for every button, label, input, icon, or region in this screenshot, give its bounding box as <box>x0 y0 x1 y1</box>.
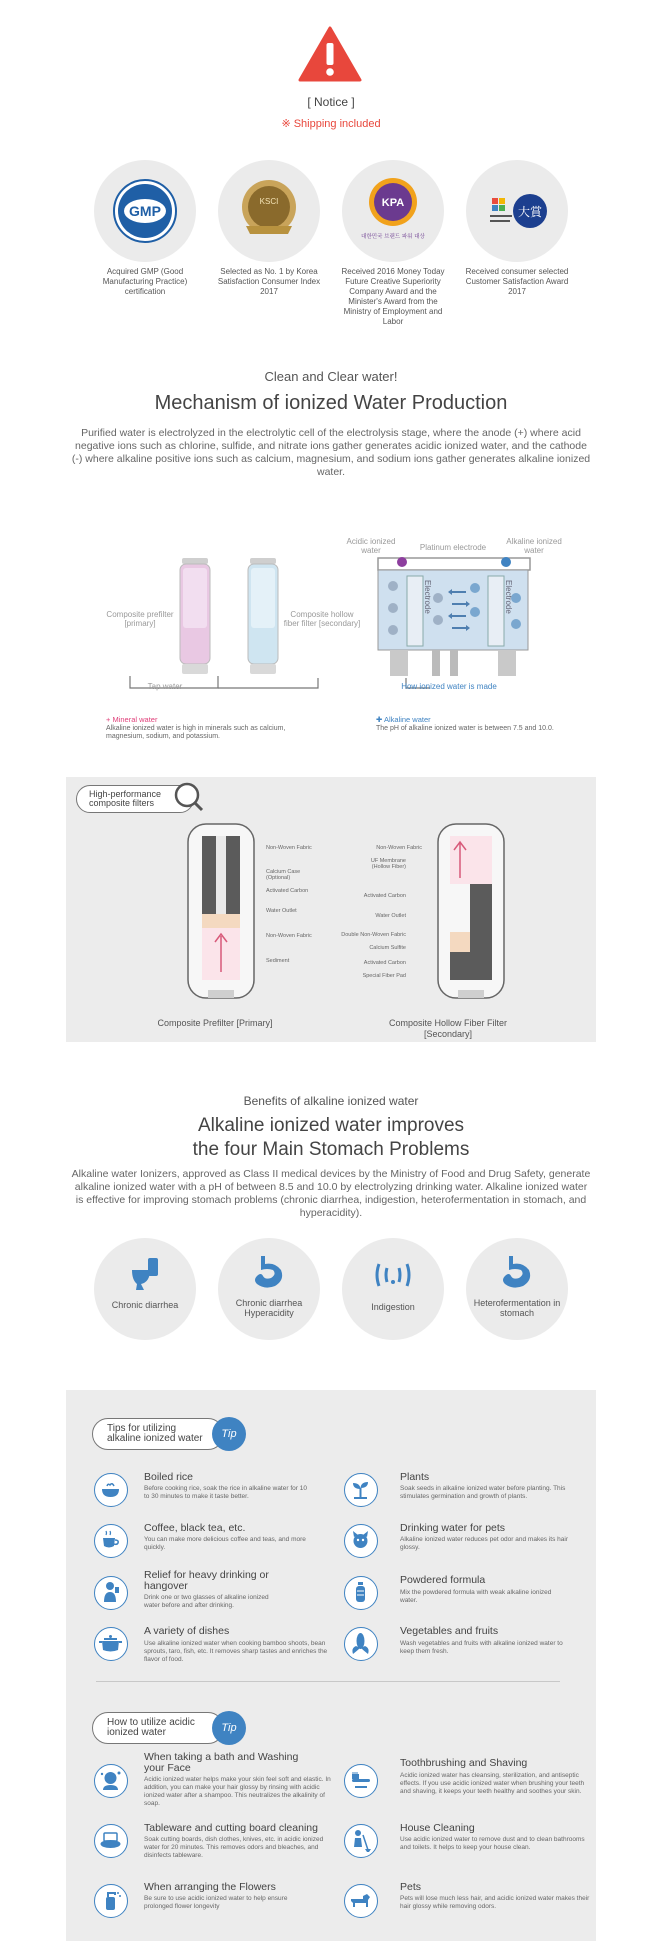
magnifier-icon <box>172 780 204 812</box>
dish-icon <box>94 1824 128 1858</box>
filter-label: Water Outlet <box>266 908 297 914</box>
kpa-medal-icon <box>342 160 444 262</box>
hollow-filter-label: Composite hollow fiber filter [secondary] <box>283 610 361 628</box>
tip-description: Acidic ionized water helps make your skin feel soft and elastic. In addition, you can make your hair glossy by rinsing with acidic ionized water after a shampoo. This neutralizes the alkalinity of soap. <box>144 1776 331 1807</box>
ksci-medal-icon <box>218 160 320 262</box>
tip-title: Tableware and cutting board cleaning <box>144 1822 318 1834</box>
tip-title: Toothbrushing and Shaving <box>400 1757 528 1769</box>
intestine-icon <box>373 1260 413 1290</box>
tip-title: Boiled rice <box>144 1471 194 1483</box>
tap-water-label: Tap water <box>147 682 183 691</box>
tip-description: Drink one or two glasses of alkaline ionized water before and after drinking. <box>144 1594 269 1609</box>
tip-title: Pets <box>400 1881 422 1893</box>
filter-label: Water Outlet <box>375 913 406 919</box>
prefilter-cutaway <box>176 822 266 1000</box>
acidic-tips-bubble: How to utilize acidic ionized water <box>92 1712 224 1744</box>
face-wash-icon <box>94 1764 128 1798</box>
certification-kpa <box>342 160 444 262</box>
tip-title: Powdered formula <box>400 1574 486 1586</box>
filter-label: Special Fiber Pad <box>362 973 406 979</box>
stomach-icon <box>251 1254 287 1292</box>
gmp-seal-icon <box>94 160 196 262</box>
tip-description: Use alkaline ionized water when cooking bamboo shoots, bean sprouts, taro, fish, etc. It removes sharp tastes and enriches the flavor of food. <box>144 1640 328 1663</box>
hollow-filter-caption: Composite Hollow Fiber Filter [Secondary] <box>388 1018 508 1039</box>
stomach-icon <box>499 1254 535 1292</box>
tip-title: Relief for heavy drinking or hangover <box>144 1569 269 1592</box>
electrode-label-left: Electrode <box>423 580 432 614</box>
tip-title: House Cleaning <box>400 1822 475 1834</box>
award-seal-icon <box>466 160 568 262</box>
platinum-electrode-label: Platinum electrode <box>419 543 487 552</box>
tip-title: Coffee, black tea, etc. <box>144 1522 246 1534</box>
pet-icon <box>344 1524 378 1558</box>
cleaning-icon <box>344 1824 378 1858</box>
tip-description: Pets will lose much less hair, and acidic ionized water makes their hair glossy while removing odors. <box>400 1895 590 1910</box>
filter-label: Activated Carbon <box>363 960 406 966</box>
tip-title: Drinking water for pets <box>400 1522 506 1534</box>
filter-label: Calcium Case (Optional) <box>266 869 301 881</box>
tip-description: Use acidic ionized water to remove dust and to clean bathrooms and toilets. It helps to keep your house clean. <box>400 1836 585 1851</box>
certification-caption: Acquired GMP (Good Manufacturing Practice) certification <box>102 267 188 296</box>
kpa-sub-text: 대한민국 브랜드 파워 대상 <box>361 234 425 240</box>
filter-label: Activated Carbon <box>363 893 406 899</box>
benefit-label: Chronic diarrhea Hyperacidity <box>235 1298 303 1318</box>
notice-title: [ Notice ] <box>307 95 355 109</box>
coffee-cup-icon <box>94 1524 128 1558</box>
filters-panel <box>66 777 596 1042</box>
tip-description: Acidic ionized water has cleansing, sterilization, and antiseptic effects. If you use acidic ionized water when brushing your teeth and shaving, it keeps your teeth healthy and soothes your skin. <box>400 1772 585 1795</box>
alkaline-water-text: The pH of alkaline ionized water is between 7.5 and 10.0. <box>376 725 554 732</box>
shipping-note: ※ Shipping included <box>281 118 381 130</box>
filter-label: Non-Woven Fabric <box>266 845 312 851</box>
tip-description: Soak cutting boards, dish clothes, knives, etc. in acidic ionized water for 20 minutes. This removes odors and bleaches, and disinfects tableware. <box>144 1836 324 1859</box>
mechanism-subtitle: Clean and Clear water! <box>264 369 398 384</box>
award-logo-text: 大賞 <box>517 205 543 219</box>
person-drinking-icon <box>94 1576 128 1610</box>
sprout-icon <box>344 1473 378 1507</box>
hollow-filter-cutaway <box>426 822 516 1000</box>
prefilter-label: Composite prefilter [primary] <box>106 610 174 628</box>
benefit-item <box>342 1238 444 1340</box>
benefit-label: Indigestion <box>371 1302 415 1312</box>
toilet-icon <box>128 1256 162 1292</box>
benefit-label: Heterofermentation in stomach <box>473 1298 561 1318</box>
dog-icon <box>344 1884 378 1918</box>
toothbrush-icon <box>344 1764 378 1798</box>
tip-description: You can make more delicious coffee and teas, and more quickly. <box>144 1536 306 1551</box>
mechanism-title: Mechanism of ionized Water Production <box>154 392 508 414</box>
certification-ksci <box>218 160 320 262</box>
filters-bubble: High-performance composite filters <box>76 785 194 813</box>
tip-description: Wash vegetables and fruits with alkaline ionized water to keep them fresh. <box>400 1640 563 1655</box>
certification-caption: Received consumer selected Customer Satisfaction Award 2017 <box>465 267 569 296</box>
tip-title: Vegetables and fruits <box>400 1625 499 1637</box>
tip-title: A variety of dishes <box>144 1625 230 1637</box>
electrode-label-right: Electrode <box>504 580 513 614</box>
electrolysis-cell <box>378 557 530 676</box>
benefits-subtitle: Benefits of alkaline ionized water <box>243 1094 419 1108</box>
benefit-label: Chronic diarrhea <box>111 1300 179 1310</box>
benefit-item <box>218 1238 320 1340</box>
mineral-water-text: Alkaline ionized water is high in minerals such as calcium, magnesium, sodium, and potassium. <box>106 725 286 740</box>
filter-label: Non-Woven Fabric <box>376 845 422 851</box>
benefit-item <box>94 1238 196 1340</box>
baby-bottle-icon <box>344 1576 378 1610</box>
benefits-title-line2: the four Main Stomach Problems <box>192 1139 470 1160</box>
acidic-water-label: Acidic ionized water <box>346 537 396 555</box>
mechanism-description: Purified water is electrolyzed in the electrolytic cell of the electrolysis stage, where the anode (+) where acid negative ions such as chlorine, sulfide, and nitrate ions gather generates acidic ionized water, and the cathode (-) where alkaline positive ions such as calcium, magnesium, and sodium ions gather generates alkaline ionized water. <box>71 427 591 478</box>
filter-label: Sediment <box>266 958 290 964</box>
filter-label: Double Non-Woven Fabric <box>341 932 406 938</box>
filter-label: UF Membrane (Hollow Fiber) <box>370 858 406 870</box>
cooking-pot-icon <box>94 1627 128 1661</box>
tip-title: When arranging the Flowers <box>144 1881 276 1893</box>
kpa-logo-text: KPA <box>381 197 405 209</box>
filter-label: Activated Carbon <box>266 888 309 894</box>
filter-label: Calcium Sulfite <box>369 945 406 951</box>
diagram-caption: How ionized water is made <box>401 682 497 691</box>
ksci-logo-text: KSCI <box>259 197 279 206</box>
gmp-logo-text: GMP <box>129 203 161 219</box>
benefits-title-line1: Alkaline ionized water improves <box>197 1115 465 1136</box>
tip-title: Plants <box>400 1471 430 1483</box>
tip-description: Be sure to use acidic ionized water to help ensure prolonged flower longevity <box>144 1895 288 1910</box>
tips-divider <box>96 1681 560 1682</box>
mineral-water-title: + Mineral water <box>106 715 158 724</box>
benefit-item <box>466 1238 568 1340</box>
alkaline-tips-bubble: Tips for utilizing alkaline ionized water <box>92 1418 224 1450</box>
certification-gmp <box>94 160 196 262</box>
tip-badge: Tip <box>212 1711 246 1745</box>
hollow-filter-icon <box>248 558 278 674</box>
rice-bowl-icon <box>94 1473 128 1507</box>
tip-description: Alkaline ionized water reduces pet odor and makes its hair glossy. <box>400 1536 569 1551</box>
warning-icon <box>298 26 362 82</box>
prefilter-caption: Composite Prefilter [Primary] <box>157 1018 273 1028</box>
spray-bottle-icon <box>94 1884 128 1918</box>
tip-description: Mix the powdered formula with weak alkaline ionized water. <box>400 1589 552 1604</box>
tip-title: When taking a bath and Washing your Face <box>144 1751 299 1774</box>
alkaline-water-label: Alkaline ionized water <box>506 537 562 555</box>
certification-award <box>466 160 568 262</box>
alkaline-water-title: ✚ Alkaline water <box>376 715 431 724</box>
tip-badge: Tip <box>212 1417 246 1451</box>
tip-description: Before cooking rice, soak the rice in alkaline water for 10 to 30 minutes to make it taste better. <box>144 1485 307 1500</box>
certification-caption: Received 2016 Money Today Future Creative Superiority Company Award and the Minister's Award from the Ministry of Employment and Labor <box>341 267 445 326</box>
tip-description: Soak seeds in alkaline ionized water before planting. This stimulates germination and growth of plants. <box>400 1485 566 1500</box>
filter-label: Non-Woven Fabric <box>266 933 312 939</box>
certification-caption: Selected as No. 1 by Korea Satisfaction Consumer Index 2017 <box>217 267 321 296</box>
corn-icon <box>344 1627 378 1661</box>
benefits-description: Alkaline water Ionizers, approved as Class II medical devices by the Ministry of Food and Drug Safety, generate alkaline ionized water with a pH of between 8.5 and 10.0 by electrolyzing drinking water. Alkaline ionized water is effective for improving stomach problems (chronic diarrhea, indigestion, heterofermentation in stomach, and hyperacidity). <box>71 1168 591 1219</box>
